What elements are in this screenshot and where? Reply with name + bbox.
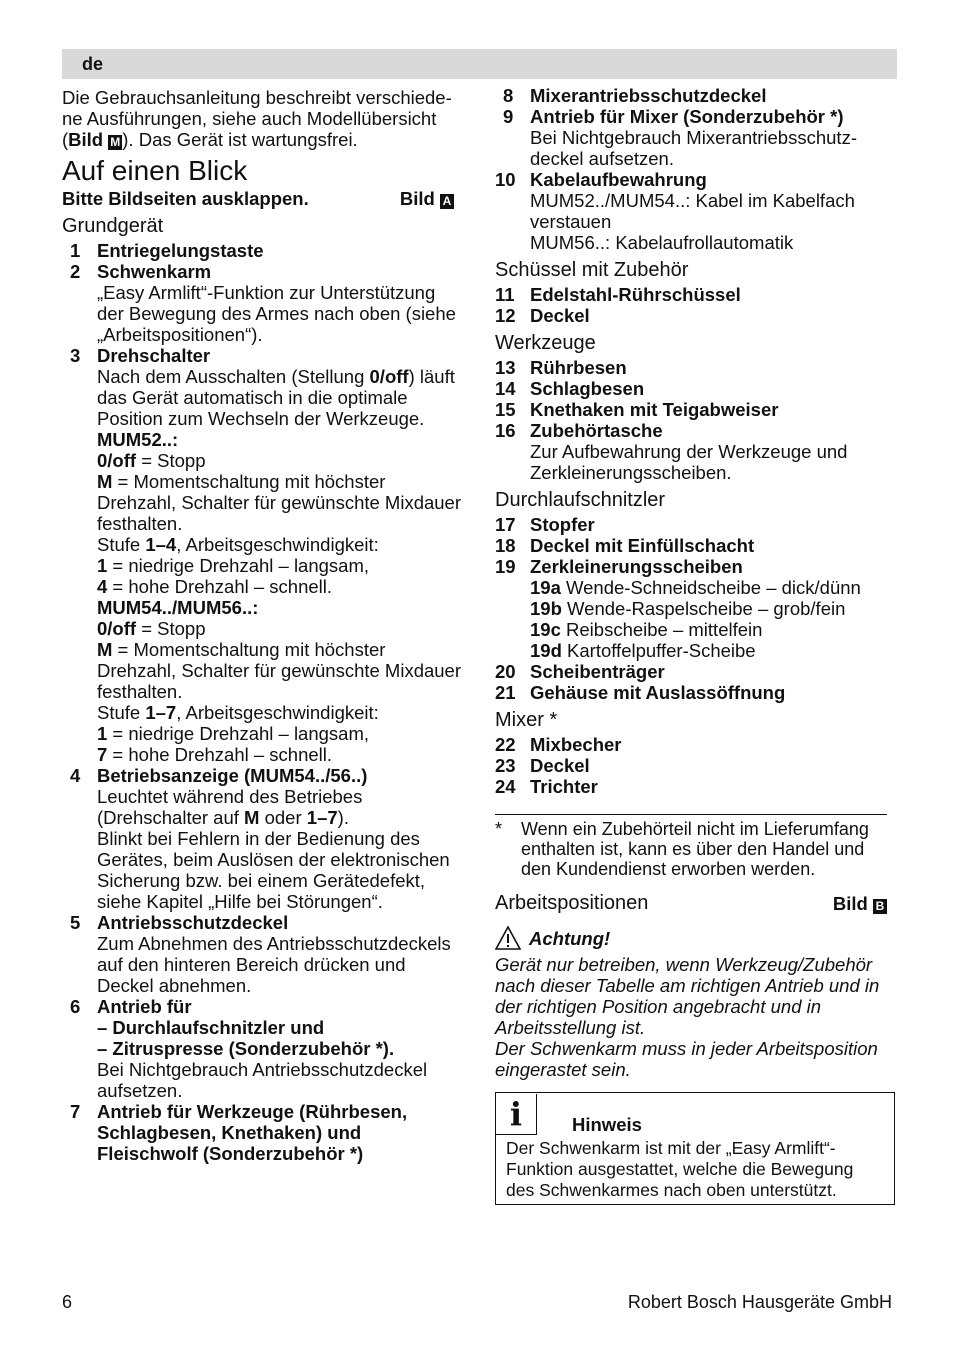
note-header (496, 1093, 894, 1135)
switch-paragraph (97, 366, 464, 429)
bold-span: 1–7 (306, 807, 338, 828)
item-label: Trichter (530, 776, 598, 797)
item-number: 23 (495, 755, 516, 776)
warning-triangle-icon (495, 926, 521, 950)
sub-item-text: Kartoffelpuffer-Scheibe (561, 640, 756, 661)
item-number: 13 (495, 357, 516, 378)
page-number: 6 (62, 1292, 73, 1312)
list-item (495, 776, 895, 797)
left-column (62, 85, 464, 1164)
sub-item-key: 19b (530, 598, 562, 619)
item-description (495, 190, 895, 253)
list-item (495, 85, 895, 106)
item-label: Schwenkarm (97, 261, 212, 282)
bold-span: 1–7 (145, 702, 177, 723)
setting-line (97, 450, 464, 471)
item-label: Betriebsanzeige (MUM54../56..) (97, 765, 368, 786)
section-heading-mixer: Mixer * (495, 709, 558, 731)
bold-span: 0/off (369, 366, 409, 387)
bold-span: 7 (97, 744, 108, 765)
item-label: Zerkleinerungsscheiben (530, 556, 743, 577)
item-label (97, 996, 394, 1059)
warning-text: Der Schwenkarm muss in jeder Arbeitsposition eingerastet sein. (495, 1038, 878, 1080)
text-span: Stufe (97, 702, 146, 723)
item-label: Knethaken mit Teigabweiser (530, 399, 779, 420)
list-item (495, 420, 895, 441)
section-title: Arbeitspositionen (495, 892, 649, 914)
warning-text: Gerät nur betreiben, wenn Werkzeug/Zubehör nach dieser Tabelle am richtigen Antrieb und in der richtigen Position angebracht und in Arbeitsstellung ist. (495, 954, 880, 1038)
text-span: = niedrige Drehzahl – langsam, (107, 723, 370, 744)
warning-title: Achtung! (529, 927, 611, 949)
text-span: = Momentschaltung mit höchster Drehzahl, Schalter für gewünschte Mixdauer festhalten. (97, 639, 462, 702)
item-label: Kabelaufbewahrung (530, 169, 707, 190)
list-item (62, 996, 464, 1059)
item-label: Drehschalter (97, 345, 211, 366)
list-item (62, 261, 464, 282)
sub-item (530, 640, 895, 661)
item-number: 14 (495, 378, 516, 399)
item-label: Antrieb für Werkzeuge (Rührbesen, Schlagbesen, Knethaken) und Fleischwolf (Sonderzubehör *) (97, 1101, 408, 1164)
label-line: – Zitruspresse (Sonderzubehör *). (97, 1038, 395, 1059)
bold-span: 1 (97, 555, 108, 576)
intro-bild-label: Bild (68, 129, 104, 150)
list-item (62, 1101, 464, 1164)
right-column (495, 85, 895, 1205)
setting-line (97, 534, 464, 555)
item-label: Gehäuse mit Auslassöffnung (530, 682, 786, 703)
page-title: Auf einen Blick (62, 155, 248, 186)
text-span: Stufe (97, 534, 146, 555)
footnote-marker: * (495, 819, 503, 839)
item-label: Edelstahl-Rührschüssel (530, 284, 741, 305)
item-description: Zum Abnehmen des Antriebsschutzdeckels auf den hinteren Bereich drücken und Deckel abnehmen. (97, 933, 451, 996)
figure-letter-a-icon: A (440, 194, 454, 209)
sub-item-key: 19c (530, 619, 561, 640)
text-span: = hohe Drehzahl – schnell. (107, 744, 333, 765)
sub-item (530, 577, 895, 598)
setting-line (97, 744, 464, 765)
item-label: Zubehörtasche (530, 420, 663, 441)
list-item (495, 755, 895, 776)
item-number: 10 (495, 169, 516, 190)
desc-line: MUM52../MUM54..: Kabel im Kabelfach verstauen (530, 190, 855, 232)
unfold-bild-label: Bild (399, 188, 435, 209)
list-item (495, 305, 895, 326)
item-number: 16 (495, 420, 516, 441)
item-number: 17 (495, 514, 516, 535)
item-description (62, 366, 464, 765)
list-item (495, 734, 895, 755)
bold-span: M (97, 639, 113, 660)
section-heading-grundgeraet: Grundgerät (62, 215, 164, 237)
bild-label: Bild (832, 893, 868, 914)
warning-heading (495, 926, 895, 950)
figure-letter-m-icon: M (110, 135, 121, 149)
list-item (495, 682, 895, 703)
bold-span: 1–4 (145, 534, 177, 555)
item-number: 15 (495, 399, 516, 420)
item-label: Rührbesen (530, 357, 627, 378)
note-title: Hinweis (572, 1114, 642, 1135)
bold-span: 1 (97, 723, 108, 744)
text-span: = hohe Drehzahl – schnell. (107, 576, 333, 597)
item-description (62, 786, 464, 912)
model-heading: MUM54../MUM56..: (97, 597, 259, 618)
item-number: 18 (495, 535, 516, 556)
item-number: 5 (70, 912, 81, 933)
note-box (495, 1092, 895, 1205)
list-item (495, 284, 895, 305)
intro-paragraph (62, 87, 464, 150)
item-label: Stopfer (530, 514, 595, 535)
item-label: Mixerantriebsschutzdeckel (530, 85, 767, 106)
footer-company: Robert Bosch Hausgeräte GmbH (627, 1292, 892, 1312)
item-label: Schlagbesen (530, 378, 645, 399)
sub-item (530, 598, 895, 619)
section-heading-werkzeuge: Werkzeuge (495, 332, 596, 354)
setting-line (97, 576, 464, 597)
text-span: Leuchtet während des Betriebes (Drehschalter auf (97, 786, 363, 828)
bold-span: 0/off (97, 450, 137, 471)
item-number: 19 (495, 556, 516, 577)
list-item (495, 661, 895, 682)
footnote (495, 819, 895, 879)
item-label: Deckel mit Einfüllschacht (530, 535, 755, 556)
label-line: Antrieb für (97, 996, 192, 1017)
item-number: 2 (70, 261, 81, 282)
text-span: = Stopp (136, 618, 206, 639)
item-number: 21 (495, 682, 516, 703)
language-code: de (82, 54, 104, 74)
item-description: Bei Nichtgebrauch Antriebsschutzdeckel aufsetzen. (97, 1059, 428, 1101)
sub-item-text: Reibscheibe – mittelfein (560, 619, 763, 640)
item-number: 7 (70, 1101, 81, 1122)
item-label: Entriegelungstaste (97, 240, 264, 261)
section-heading-arbeitspositionen (495, 893, 895, 914)
sub-item-key: 19d (530, 640, 562, 661)
bold-span: M (244, 807, 260, 828)
section-heading-durchlaufschnitzler: Durchlaufschnitzler (495, 489, 666, 511)
unfold-text: Bitte Bildseiten ausklappen. (62, 188, 309, 209)
text-span: = niedrige Drehzahl – langsam, (107, 555, 370, 576)
intro-text: Die Gebrauchsanleitung beschreibt verschiede-ne Ausführungen, siehe auch Modellübersicht ( (62, 87, 452, 150)
list-item (495, 399, 895, 420)
item-label: Scheibenträger (530, 661, 665, 682)
item-number: 22 (495, 734, 516, 755)
item-number: 9 (503, 106, 514, 127)
footnote-text: Wenn ein Zubehörteil nicht im Lieferumfang enthalten ist, kann es über den Handel und den Kundendienst erworben werden. (521, 819, 869, 879)
setting-line (97, 555, 464, 576)
list-item (495, 378, 895, 399)
list-item (62, 912, 464, 933)
setting-line (97, 618, 464, 639)
item-number: 1 (70, 240, 81, 261)
desc-line (97, 786, 464, 828)
item-label: Antriebsschutzdeckel (97, 912, 289, 933)
list-item (495, 106, 895, 127)
item-label: Deckel (530, 755, 590, 776)
item-description: „Easy Armlift“-Funktion zur Unterstützung der Bewegung des Armes nach oben (siehe „Arbeitspositionen“). (97, 282, 456, 345)
label-line: – Durchlaufschnitzler und (97, 1017, 325, 1038)
item-number: 24 (495, 776, 516, 797)
setting-line (97, 723, 464, 744)
text-span: , Arbeitsgeschwindigkeit: (176, 702, 379, 723)
bild-ref (833, 893, 887, 914)
item-number: 11 (495, 284, 515, 305)
text-span: ) läuft das Gerät automatisch in die optimale Position zum Wechseln der Werkzeuge. (97, 366, 455, 429)
divider (495, 814, 887, 815)
unfold-instruction (62, 188, 464, 209)
figure-letter-b-icon: B (873, 899, 887, 914)
bold-span: 4 (97, 576, 108, 597)
list-item (495, 556, 895, 577)
sub-list (495, 577, 895, 661)
language-bar (62, 49, 897, 79)
item-number: 8 (503, 85, 514, 106)
sub-item-key: 19a (530, 577, 561, 598)
text-span: = Stopp (136, 450, 206, 471)
item-description: Zur Aufbewahrung der Werkzeuge und Zerkleinerungsscheiben. (530, 441, 848, 483)
bold-span: 0/off (97, 618, 137, 639)
text-span: = Momentschaltung mit höchster Drehzahl, Schalter für gewünschte Mixdauer festhalten. (97, 471, 462, 534)
item-number: 12 (495, 305, 516, 326)
list-item (495, 514, 895, 535)
list-item (62, 765, 464, 786)
bold-span: M (97, 471, 113, 492)
sub-item-text: Wende-Schneidscheibe – dick/dünn (560, 577, 861, 598)
list-item (495, 169, 895, 190)
note-text: Der Schwenkarm ist mit der „Easy Armlift“-Funktion ausgestattet, welche die Bewegung des Schwenkarmes nach oben unterstützt. (506, 1138, 854, 1200)
list-item (495, 535, 895, 556)
item-number: 4 (70, 765, 81, 786)
list-item (62, 345, 464, 366)
setting-line (97, 702, 464, 723)
item-number: 20 (495, 661, 516, 682)
desc-line: Blinkt bei Fehlern in der Bedienung des Gerätes, beim Auslösen der elektronischen Sicherung bzw. bei einem Gerätedefekt, siehe Kapitel „Hilfe bei Störungen“. (97, 828, 450, 912)
item-number: 3 (70, 345, 81, 366)
text-span: Nach dem Ausschalten (Stellung (97, 366, 370, 387)
sub-item-text: Wende-Raspelscheibe – grob/fein (561, 598, 846, 619)
list-item (495, 357, 895, 378)
unfold-bild-ref (400, 188, 454, 209)
setting-line (97, 639, 464, 702)
section-heading-schuessel: Schüssel mit Zubehör (495, 259, 689, 281)
item-label: Antrieb für Mixer (Sonderzubehör *) (530, 106, 844, 127)
info-icon: i (496, 1094, 537, 1135)
text-span: oder (259, 807, 307, 828)
text-span: ). (337, 807, 349, 828)
item-number: 6 (70, 996, 81, 1017)
text-span: , Arbeitsgeschwindigkeit: (176, 534, 379, 555)
model-heading: MUM52..: (97, 429, 179, 450)
list-item (62, 240, 464, 261)
item-label: Deckel (530, 305, 590, 326)
item-label: Mixbecher (530, 734, 622, 755)
desc-line: MUM56..: Kabelaufrollautomatik (530, 232, 794, 253)
item-description: Bei Nichtgebrauch Mixerantriebsschutz-deckel aufsetzen. (530, 127, 857, 169)
intro-text-end: ). Das Gerät ist wartungsfrei. (122, 129, 358, 150)
sub-item (530, 619, 895, 640)
setting-line (97, 471, 464, 534)
